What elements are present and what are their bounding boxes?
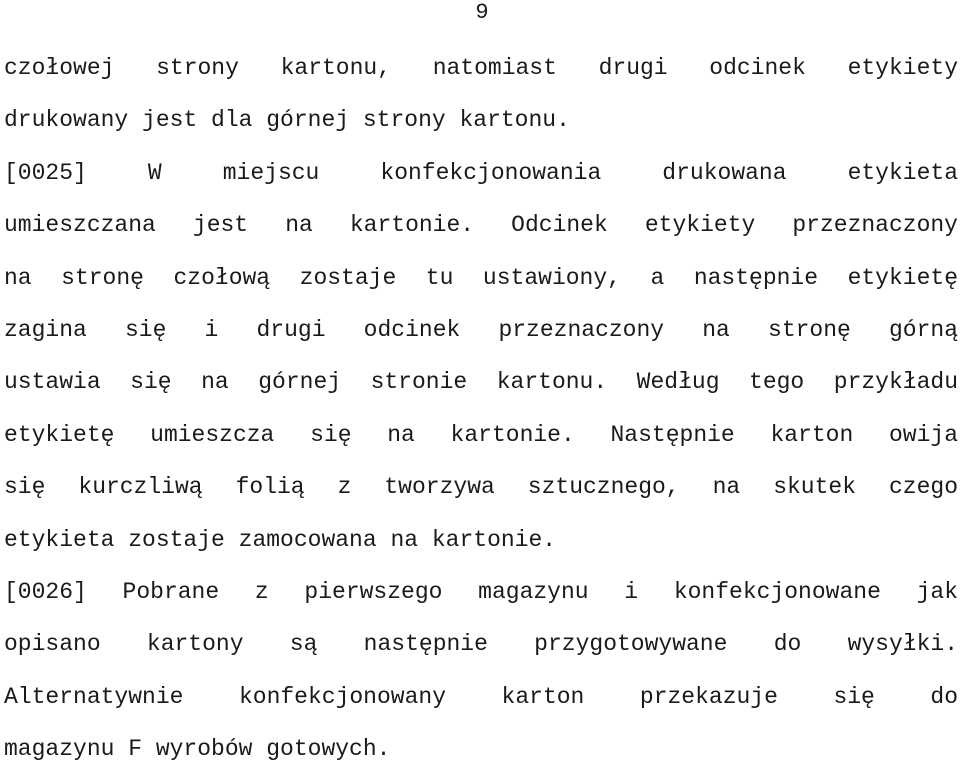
text-line: ustawia się na górnej stronie kartonu. Według tego przykładu <box>4 369 958 396</box>
text-line: umieszczana jest na kartonie. Odcinek etykiety przeznaczony <box>4 212 958 239</box>
text-line: zagina się i drugi odcinek przeznaczony na stronę górną <box>4 316 958 343</box>
text-line: czołowej strony kartonu, natomiast drugi odcinek etykiety <box>4 55 958 81</box>
text-line: magazynu F wyrobów gotowych. <box>4 736 391 763</box>
page-number: 9 <box>475 0 489 25</box>
text-line: [0025] W miejscu konfekcjonowania drukowana etykieta <box>4 159 958 186</box>
text-line: [0026] Pobrane z pierwszego magazynu i konfekcjonowane jak <box>4 578 958 605</box>
text-line: się kurczliwą folią z tworzywa sztucznego, na skutek czego <box>4 474 958 501</box>
text-line: drukowany jest dla górnej strony kartonu. <box>4 107 570 134</box>
text-line: opisano kartony są następnie przygotowywane do wysyłki. <box>4 631 958 658</box>
text-line: etykieta zostaje zamocowana na kartonie. <box>4 526 557 553</box>
text-line: na stronę czołową zostaje tu ustawiony, a następnie etykietę <box>4 264 958 291</box>
document-body <box>4 42 958 775</box>
text-line: Alternatywnie konfekcjonowany karton przekazuje się do <box>4 683 958 710</box>
text-line: etykietę umieszcza się na kartonie. Następnie karton owija <box>4 421 958 448</box>
